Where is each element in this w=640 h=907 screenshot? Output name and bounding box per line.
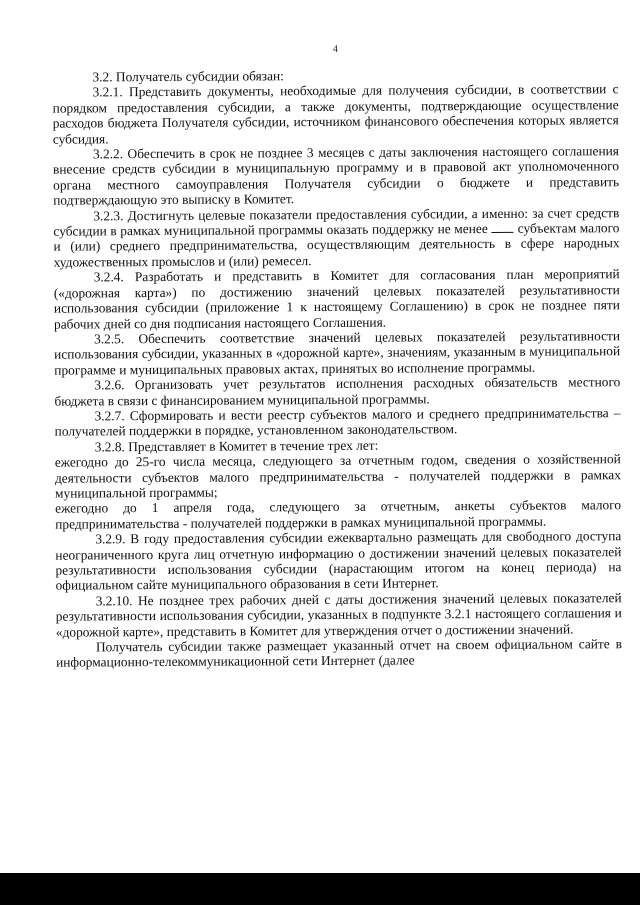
scan-bottom-border bbox=[0, 873, 640, 905]
clause-3-2-6: 3.2.6. Организовать учет результатов исполнения расходных обязательств местного бюджета в связи с финансированием муниципальной программы. bbox=[54, 374, 621, 409]
clause-3-2-5: 3.2.5. Обеспечить соответствие значений целевых показателей результативности использования субсидии, указанных в «дорожной карте», значениям, указанным в муниципальной программе и муниципальных правовых актах, принятых во исполнение программы. bbox=[54, 328, 621, 378]
clause-3-2-2: 3.2.2. Обеспечить в срок не позднее 3 месяцев с даты заключения настоящего соглашения внесение средств субсидии в муниципальную программу и в правовой акт уполномоченного органа местного самоуправления Получателя субсидии о бюджете и представить подтверждающую это выписку в Комитет. bbox=[52, 143, 620, 208]
clause-3-2-9: 3.2.9. В году предоставления субсидии ежеквартально размещать для свободного доступа неограниченного круга лиц отчетную информацию о достижении значений целевых показателей результативности использования субсидии (нарастающим итогом на конец периода) на официальном сайте муниципального образования в сети Интернет. bbox=[55, 528, 622, 594]
clause-3-2-4: 3.2.4. Разработать и представить в Комитет для согласования план мероприятий («дорожная карта») по достижению значений целевых показателей результативности использования субсидии (приложение 1 к настоящему Соглашению) в срок не позднее пяти рабочих дней со дня подписания настоящего Соглашения. bbox=[53, 266, 620, 332]
clause-3-2-heading: 3.2. Получатель субсидии обязан: bbox=[92, 68, 284, 85]
closing-paragraph: Получатель субсидии также размещает указанный отчет на своем официальном сайте в информационно-телекоммуникационной сети Интернет (далее bbox=[55, 636, 622, 671]
page-number: 4 bbox=[332, 43, 338, 55]
clause-3-2-10: 3.2.10. Не позднее трех рабочих дней с даты достижения значений целевых показателей результативности использования субсидии, указанных в подпункте 3.2.1 настоящего соглашения и «дорожной карте», представить в Комитет для утверждения отчет о достижении значений. bbox=[55, 589, 622, 640]
clause-3-2-3-text-start: 3.2.3. Достигнуть целевые показатели предоставления субсидии, а именно: за счет средств субсидии в рамках муниципальной программы оказать поддержку не менее bbox=[53, 204, 620, 239]
clause-3-2-3 bbox=[53, 205, 619, 270]
clause-3-2-8: 3.2.8. Представляет в Комитет в течение трех лет: bbox=[94, 437, 379, 455]
clause-3-2-8-item-2: ежегодно до 1 апреля года, следующего за отчетным, анкеты субъектов малого предпринимательства - получателей поддержки в рамках муниципальной программы. bbox=[55, 497, 622, 532]
clause-3-2-8-item-1: ежегодно до 25-го числа месяца, следующего за отчетным годом, сведения о хозяйственной деятельности субъектов малого предпринимательства - получателей поддержки в рамках муниципальной программы; bbox=[54, 451, 621, 501]
clause-3-2-7: 3.2.7. Сформировать и вести реестр субъектов малого и среднего предпринимательства – получателей поддержки в порядке, установленном законодательством. bbox=[54, 405, 621, 439]
blank-field-underline bbox=[492, 232, 514, 233]
clause-3-2-3-text-end: субъектам малого и (или) среднего предпринимательства, осуществляющим деятельность в сфере народных художественных промыслов и (или) ремесел. bbox=[53, 220, 620, 270]
clause-3-2-1: 3.2.1. Представить документы, необходимые для получения субсидии, в соответствии с порядком предоставления субсидии, а также документы, подтверждающие осуществление расходов бюджета Получателя субсидии, источником финансового обеспечения которых является субсидия. bbox=[52, 81, 619, 147]
